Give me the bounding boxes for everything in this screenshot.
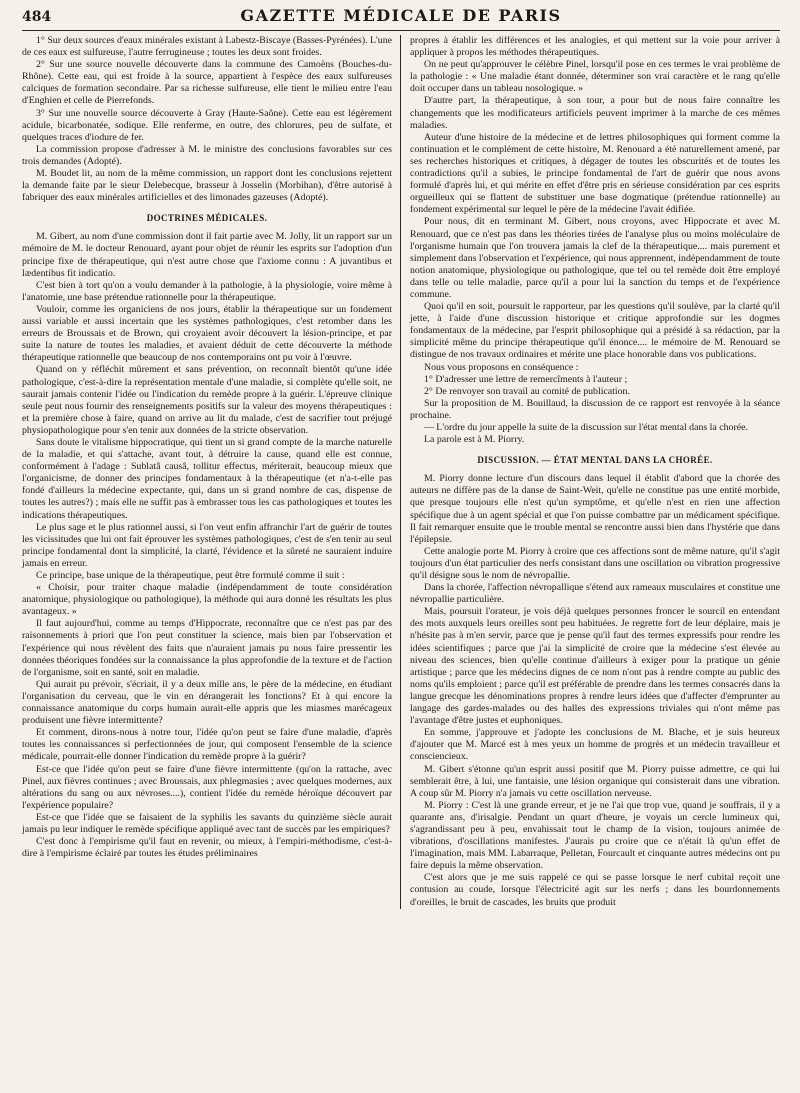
paragraph: 2° Sur une source nouvelle découverte dans la commune des Camoëns (Bouches-du-Rhône). Cette eau, qui est froide à la source, appartient à l'espèce des eaux sulfureuses calciques de formation secondaire. Par sa richesse sulfureuse, elle tient le milieu entre l'eau d'Enghien et celle de Pierrefonds.	[22, 59, 393, 107]
paragraph: Pour nous, dit en terminant M. Gibert, nous croyons, avec Hippocrate et avec M. Renouard, que ce n'est pas dans les théories tirées de l'analyse plus ou moins moléculaire de l'organisme humain que l'on trouvera jamais la clef de la thérapeutique.... mais purement et simplement dans l'observation et l'expérience, qui nous apprennent, indépendamment de toute notion anatomique, physiologique ou pathologique, que tel ou tel remède doit être employé dans telle ou telle maladie, parce qu'il a pour lui la sanction du temps et de l'expérience commune.	[410, 216, 781, 300]
paragraph: M. Boudet lit, au nom de la même commission, un rapport dont les conclusions rejettent la demande faite par le sieur Delebecque, brasseur à Josselin (Morbihan), d'être autorisé à fabriquer des eaux minérales artificielles et des limonades gazeuses (Adopté).	[22, 168, 393, 204]
paragraph: Est-ce que l'idée qu'on peut se faire d'une fièvre intermittente (qu'on la rattache, avec Pinel, aux fièvres continues ; avec Broussais, aux phlegmasies ; avec quelques modernes, aux altérations du sang ou aux névroses....), contient l'idée du remède héroïque découvert par l'expérience populaire?	[22, 763, 393, 811]
paragraph: « Choisir, pour traiter chaque maladie (indépendamment de toute considération anatomique, physiologique ou pathologique), la méthode qui aura donné les résultats les plus avantageux. »	[22, 582, 393, 618]
paragraph: La parole est à M. Piorry.	[424, 434, 525, 446]
paragraph: Quand on y réfléchit mûrement et sans prévention, on reconnaît bientôt qu'une idée pathologique, c'est-à-dire la représentation mentale d'une maladie, si complète qu'elle soit, ne saurait jamais contenir l'idée ou l'indication du remède propre à la guérir. L'épreuve clinique seule peut nous fournir des renseignements positifs sur la valeur des moyens thérapeutiques : et la première chose à faire, quand on arrive au lit du malade, c'est de sacrifier tout préjugé physiopathologique pour s'en tenir aux données de la stricte observation.	[22, 364, 393, 436]
page-header	[22, 6, 780, 31]
paragraph: 2° De renvoyer son travail au comité de publication.	[424, 385, 630, 397]
paragraph: Le plus sage et le plus rationnel aussi, si l'on veut enfin affranchir l'art de guérir de toutes les vicissitudes que lui ont fait éprouver les systèmes pathologiques, c'est de s'en tenir au seul principe fondamental dont la simplicité, la clarté, l'évidence et la sûreté ne sauraient induire jamais en erreur.	[22, 521, 393, 569]
journal-title: GAZETTE MÉDICALE DE PARIS	[240, 6, 562, 25]
paragraph: On ne peut qu'approuver le célèbre Pinel, lorsqu'il pose en ces termes le vrai problème de la pathologie : « Une maladie étant donnée, déterminer son vrai caractère et le rang qu'elle doit occuper dans un tableau nosologique. »	[410, 59, 781, 95]
paragraph: Sans doute le vitalisme hippocratique, qui tient un si grand compte de la marche naturelle de la maladie, et qui s'attache, avant tout, à détruire la cause, quand elle est connue, conformément à l'adage : Sublatâ causâ, tollitur effectus, mériterait, beaucoup mieux que l'organicisme, de donner des principes fondamentaux à la thérapeutique (et n'a-t-elle pas fondé d'ailleurs la médecine expectante, qui, dans un si grand nombre de cas, dispense de toutes les autres?) ; mais elle ne suffit pas à embrasser tous les cas pathologiques et toutes les indications thérapeutiques.	[22, 436, 393, 521]
paragraph: Et comment, dirons-nous à notre tour, l'idée qu'on peut se faire d'une maladie, d'après toutes les connaissances si perfectionnées de jour, qui composent l'ensemble de la science médicale, pourrait-elle donner l'indication du remède propre à la guérir?	[22, 727, 393, 763]
right-column	[408, 35, 780, 909]
paragraph: Dans la chorée, l'affection névropallique s'étend aux rameaux musculaires et constitue une névropallie particulière.	[410, 582, 781, 606]
section-heading: DOCTRINES MÉDICALES.	[146, 213, 268, 224]
page-number: 484	[22, 9, 52, 25]
paragraph: En somme, j'approuve et j'adopte les conclusions de M. Blache, et je suis heureux d'ajouter que M. Marcé est à mes yeux un homme de progrès et un médecin travailleur et consciencieux.	[410, 727, 781, 763]
paragraph: 1° Sur deux sources d'eaux minérales existant à Labestz-Biscaye (Basses-Pyrénées). L'une de ces eaux est sulfureuse, l'autre ferrugineuse ; toutes les deux sont froides.	[22, 35, 393, 59]
paragraph: M. Gibert, au nom d'une commission dont il fait partie avec M. Jolly, lit un rapport sur un mémoire de M. le docteur Renouard, ayant pour objet de réunir les esprits sur l'adoption d'un principe fixe de thérapeutique, qui n'est autre chose que l'axiome connu : A juvantibus et lædentibus fit indicatio.	[22, 231, 393, 279]
paragraph: Cette analogie porte M. Piorry à croire que ces affections sont de même nature, qu'il s'agit toujours d'un état particulier des nerfs consistant dans une oscillation ou vibration progressive qu'il désigne sous le nom de névropallie.	[410, 545, 781, 581]
paragraph: M. Gibert s'étonne qu'un esprit aussi positif que M. Piorry puisse admettre, ce qui lui semblerait être, à lui, une fantaisie, une lésion organique qui consisterait dans une vibration. A coup sûr M. Piorry n'a jamais vu cette oscillation nerveuse.	[410, 763, 781, 799]
paragraph: La commission propose d'adresser à M. le ministre des conclusions favorables sur ces trois demandes (Adopté).	[22, 143, 393, 167]
paragraph: Sur la proposition de M. Bouillaud, la discussion de ce rapport est renvoyée à la séance prochaine.	[410, 397, 781, 421]
paragraph: C'est alors que je me suis rappelé ce qui se passe lorsque le nerf cubital reçoit une contusion au coude, lorsque l'électricité agit sur les nerfs ; dans les bourdonnements d'oreilles, le bruit de cascades, les bruits que produit	[410, 872, 781, 908]
paragraph: Il faut aujourd'hui, comme au temps d'Hippocrate, reconnaître que ce n'est pas par des raisonnements à priori que l'on peut constituer la science, mais bien par l'observation et l'expérience qui nous révèlent des faits que n'auraient jamais pu nous faire pressentir les données théoriques fondées sur la connaissance la plus approfondie de la texture et de l'action de l'organisme, soit en santé, soit en maladie.	[22, 618, 393, 678]
paragraph: C'est bien à tort qu'on a voulu demander à la pathologie, à la physiologie, voire même à l'anatomie, une base prétendue rationnelle pour la thérapeutique.	[22, 279, 393, 303]
paragraph: Ce principe, base unique de la thérapeutique, peut être formulé comme il suit :	[36, 570, 345, 581]
paragraph: M. Piorry donne lecture d'un discours dans lequel il établit d'abord que la chorée des auteurs ne diffère pas de la danse de Saint-Weit, qu'elle ne constitue pas une entité morbide, que presque toujours elle n'est qu'un symptôme, et qu'elle n'est en rien une affection spécifique due à un agent spécial et que l'on puisse combattre par un médicament spécifique. Il fait remarquer ensuite que le trouble mental se rencontre aussi bien dans l'hystérie que dans l'épilepsie.	[410, 473, 781, 545]
paragraph: 1° D'adresser une lettre de remercîments à l'auteur ;	[424, 373, 628, 385]
paragraph: Nous vous proposons en conséquence :	[424, 361, 579, 373]
paragraph: M. Piorry : C'est là une grande erreur, et je ne l'ai que trop vue, quand je souffrais, il y a quarante ans, d'irisalgie. Pendant un quart d'heure, je voyais un cercle lumineux qui, s'agrandissant peu à peu, envahissait tout le champ de la vision, toujours animée de vibrations, d'oscillations manifestes. J'aurais pu croire que ce n'était là qu'un effet de l'imagination, mais MM. Labarraque, Pelletan, Fourcault et cinquante autres médecins ont pu faire depuis la même observation.	[410, 799, 781, 872]
section-heading: DISCUSSION. — ÉTAT MENTAL DANS LA CHORÉE.	[477, 455, 713, 466]
paragraph: C'est donc à l'empirisme qu'il faut en revenir, ou mieux, à l'empiri-méthodisme, c'est-à-dire à l'empirisme éclairé par toutes les études préliminaires	[22, 836, 393, 860]
paragraph: propres à établir les différences et les analogies, et qui mettent sur la voie pour arriver à appliquer à propos les méthodes thérapeutiques.	[410, 35, 781, 59]
columns	[22, 35, 780, 909]
paragraph: Vouloir, comme les organiciens de nos jours, établir la thérapeutique sur un fondement aussi variable et aussi incertain que les systèmes pathologiques, c'est retomber dans les erreurs de Broussais et de Brown, qui croyaient avoir découvert la lésion-principe, et par suite la nature de toutes les maladies, et avaient déduit de cette découverte la méthode thérapeutique rationnelle que beaucoup de nos contemporains ont pu voir à l'œuvre.	[22, 303, 393, 364]
column-divider	[400, 35, 401, 909]
paragraph: D'autre part, la thérapeutique, à son tour, a pour but de nous faire connaître les changements que les modificateurs artificiels peuvent imprimer à la marche de ces mêmes maladies.	[410, 95, 781, 131]
paragraph: — L'ordre du jour appelle la suite de la discussion sur l'état mental dans la chorée.	[424, 422, 748, 433]
left-column	[22, 35, 400, 909]
paragraph: Mais, poursuit l'orateur, je vois déjà quelques personnes froncer le sourcil en entendant des mots auxquels leurs oreilles sont peu habituées. Je regrette fort de leur déplaire, mais je n'hésite pas à m'en servir, parce que je pense qu'il faut des termes expressifs pour rendre les idées scientifiques ; parce que j'ai la simplicité de croire que la médecine s'est élevée au niveau des sciences, bien qu'elle continue d'ailleurs à exiger pour la pratique un génie artistique ; parce que les médecins dignes de ce nom n'ont pas à rendre compte au public des noms qu'ils emploient ; parce qu'il est préférable de prendre dans les termes consacrés dans la langue grecque les dénominations propres à rendre leurs idées que d'affecter d'emprunter au langage des gardes-malades ou des halles des expressions triviales qui n'ont même pas l'avantage d'être justes et euphoniques.	[410, 606, 781, 727]
paragraph: Auteur d'une histoire de la médecine et de lettres philosophiques qui forment comme la continuation et le complément de cette histoire, M. Renouard a été naturellement amené, par ses recherches historiques et critiques, à dégager de toutes les obscurités et de toutes les contradictions qu'il a subies, le principe fondamental de l'art de guérir que nous avons formulé d'après lui, et qui mérite en effet d'être pris en sérieuse considération par ces esprits orgueilleux qui se flattent de substituer une base dogmatique (prétendue rationnelle) au fondement expérimental sur lequel le père de la médecine l'avait édifiée.	[410, 131, 781, 216]
paragraph: Quoi qu'il en soit, poursuit le rapporteur, par les questions qu'il soulève, par la clarté qu'il jette, à l'aide d'une discussion historique et critique approfondie sur les dogmes fondamentaux de la médecine, par l'esprit philosophique qui a présidé à sa rédaction, par la simplicité même du principe thérapeutique qu'il énonce.... le mémoire de M. Renouard se distingue de nos travaux ordinaires et mérite une place honorable dans vos publications.	[410, 301, 781, 361]
paragraph: 3° Sur une nouvelle source découverte à Gray (Haute-Saône). Cette eau est légèrement acidule, bicarbonatée, sodique. Elle renferme, en outre, des chlorures, peu de sulfate, et quelques traces d'iodure de fer.	[22, 107, 393, 143]
paragraph: Qui aurait pu prévoir, s'écriait, il y a deux mille ans, le père de la médecine, en étudiant l'organisation du cerveau, que le vin en dérangerait les fonctions? Et à qui encore la connaissance anatomique du corps humain aurait-elle appris que les miasmes marécageux produisent une fièvre intermittente?	[22, 678, 393, 727]
paragraph: Est-ce que l'idée que se faisaient de la syphilis les savants du quinzième siècle aurait jamais pu leur indiquer le remède spécifique appliqué avec tant de succès par les empiriques?	[22, 811, 393, 835]
